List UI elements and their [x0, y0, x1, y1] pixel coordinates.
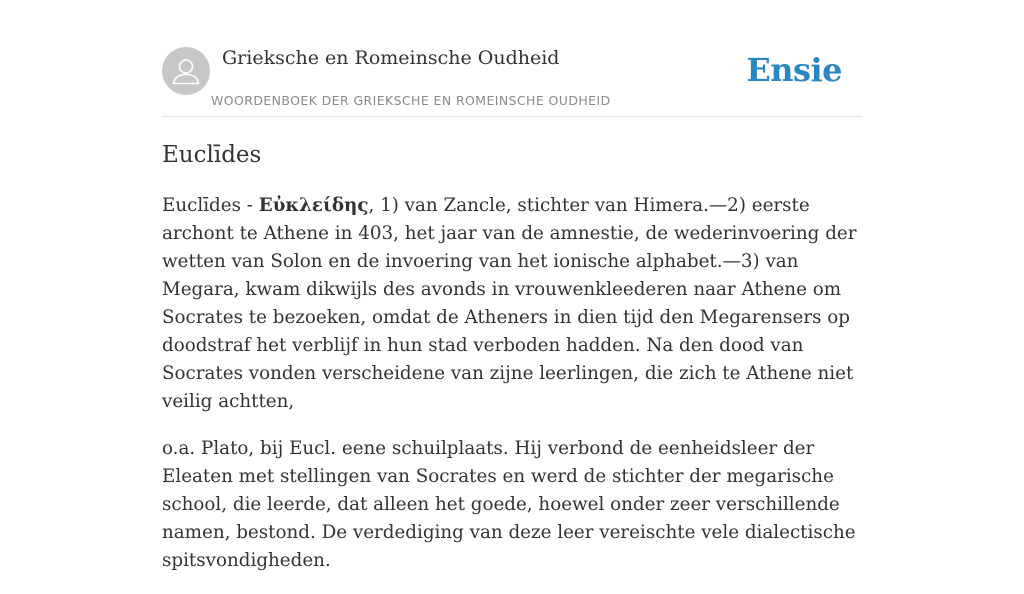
source-title[interactable]: Grieksche en Romeinsche Oudheid — [222, 47, 560, 69]
avatar[interactable] — [162, 47, 210, 95]
user-icon — [162, 47, 210, 95]
entry-lead: Euclīdes - — [162, 195, 259, 216]
header — [162, 0, 862, 117]
entry-paragraph-2: o.a. Plato, bij Eucl. eene schuilplaats. Hij verbond de eenheidsleer der Eleaten met stellingen van Socrates en werd de stichter der megarische school, die leerde, dat alleen het goede, hoewel onder zeer verschillende namen, bestond. De verdediging van deze leer vereischte vele dialectische spitsvondigheden. — [162, 438, 856, 571]
entry-paragraph-1-text: , 1) van Zancle, stichter van Himera.—2) eerste archont te Athene in 403, het jaar van de amnestie, de wederinvoering der wetten van Solon en de invoering van het ionische alphabet.—3) van Megara, kwam dikwijls des avonds in vrouwenkleederen naar Athene om Socrates te bezoeken, omdat de Atheners in dien tijd den Megarensers op doodstraf het verblijf in hun stad verboden hadden. Na den dood van Socrates vonden verscheidene van zijne leerlingen, die zich te Athene niet veilig achtten, — [162, 195, 857, 412]
entry-title: Euclīdes — [162, 142, 262, 168]
greek-term: Εὐκλείδης — [258, 195, 369, 216]
entry-paragraph-1 — [162, 192, 862, 416]
page — [162, 0, 862, 571]
entry-body — [162, 192, 862, 594]
brand-logo[interactable]: Ensie — [746, 51, 842, 89]
source-subtitle: WOORDENBOEK DER GRIEKSCHE EN ROMEINSCHE OUDHEID — [211, 93, 611, 108]
